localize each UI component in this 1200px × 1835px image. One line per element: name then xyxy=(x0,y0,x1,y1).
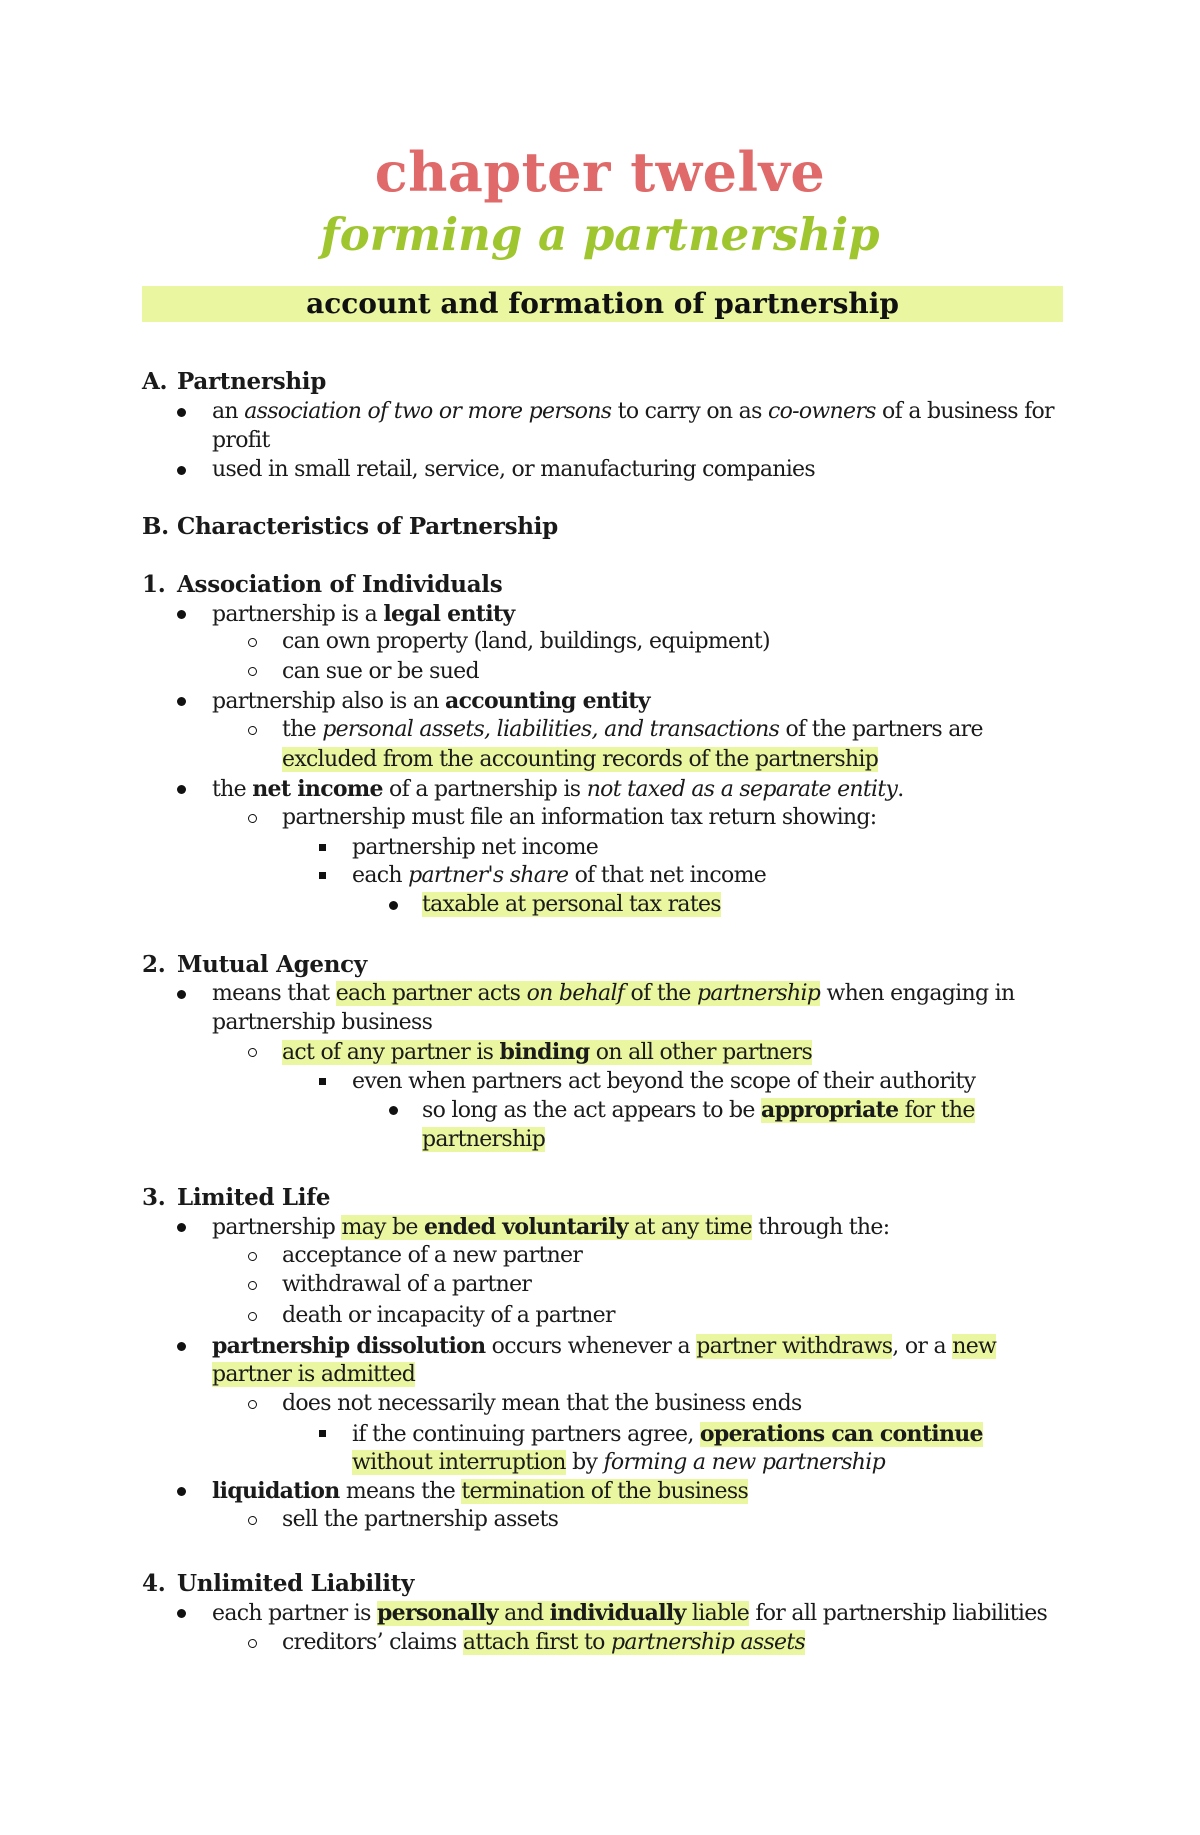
item-1-subsub-2: each partner's share of that net income xyxy=(352,863,767,888)
item-3-sub-4: does not necessarily mean that the business ends xyxy=(282,1391,802,1416)
circle-bullet-icon xyxy=(248,1639,257,1648)
section-b-heading: Characteristics of Partnership xyxy=(177,513,558,540)
bullet-icon xyxy=(177,990,186,999)
item-2-bullet-1-cont: partnership business xyxy=(212,1010,433,1035)
item-1-sub-3: the personal assets, liabilities, and transactions of the partners are xyxy=(282,717,983,742)
item-1-heading: Association of Individuals xyxy=(177,571,503,598)
item-3-subsub-1-cont: without interruption by forming a new partnership xyxy=(352,1450,885,1475)
circle-bullet-icon xyxy=(248,1048,257,1057)
item-1-marker: 1. xyxy=(142,571,166,598)
circle-bullet-icon xyxy=(248,1516,257,1525)
section-a-bullet-1-cont: profit xyxy=(212,428,270,453)
item-2-bullet-1: means that each partner acts on behalf of the partnership when engaging in xyxy=(212,981,1015,1006)
circle-bullet-icon xyxy=(248,1281,257,1290)
item-1-sub-2: can sue or be sued xyxy=(282,659,479,684)
item-3-subsub-1: if the continuing partners agree, operations can continue xyxy=(352,1421,983,1447)
item-2-subsub-1: even when partners act beyond the scope of their authority xyxy=(352,1069,976,1094)
bullet-icon xyxy=(177,610,186,619)
item-3-sub-5: sell the partnership assets xyxy=(282,1507,559,1532)
section-a-bullet-2: used in small retail, service, or manufacturing companies xyxy=(212,457,815,482)
circle-bullet-icon xyxy=(248,1312,257,1321)
item-1-sub-1: can own property (land, buildings, equipment) xyxy=(282,629,770,654)
section-a-bullet-1: an association of two or more persons to carry on as co-owners of a business for xyxy=(212,399,1054,424)
item-1-bullet-3: the net income of a partnership is not taxed as a separate entity. xyxy=(212,776,904,802)
item-4-bullet-1: each partner is personally and individually liable for all partnership liabilities xyxy=(212,1600,1048,1626)
item-1-bullet-1: partnership is a legal entity xyxy=(212,601,515,627)
section-b-marker: B. xyxy=(142,513,169,540)
item-2-heading: Mutual Agency xyxy=(177,951,367,978)
item-2-sub-1: act of any partner is binding on all other partners xyxy=(282,1039,813,1065)
square-bullet-icon xyxy=(319,872,326,879)
bullet-icon xyxy=(389,1106,398,1115)
item-1-level4: taxable at personal tax rates xyxy=(422,892,721,917)
item-3-bullet-3: liquidation means the termination of the business xyxy=(212,1478,749,1504)
item-4-sub-1: creditors’ claims attach first to partnership assets xyxy=(282,1630,806,1655)
item-3-sub-2: withdrawal of a partner xyxy=(282,1272,532,1297)
item-2-level4: so long as the act appears to be appropriate for the xyxy=(422,1097,975,1123)
item-1-bullet-2: partnership also is an accounting entity xyxy=(212,688,650,714)
chapter-title: chapter twelve xyxy=(374,140,826,204)
section-banner: account and formation of partnership xyxy=(142,286,1063,322)
bullet-icon xyxy=(177,1487,186,1496)
item-1-subsub-1: partnership net income xyxy=(352,835,599,860)
square-bullet-icon xyxy=(319,1078,326,1085)
bullet-icon xyxy=(177,1609,186,1618)
section-a-marker: A. xyxy=(142,368,168,395)
item-3-heading: Limited Life xyxy=(177,1184,331,1211)
square-bullet-icon xyxy=(319,844,326,851)
circle-bullet-icon xyxy=(248,814,257,823)
bullet-icon xyxy=(177,466,186,475)
bullet-icon xyxy=(177,408,186,417)
item-3-sub-3: death or incapacity of a partner xyxy=(282,1303,615,1328)
item-3-sub-1: acceptance of a new partner xyxy=(282,1243,583,1268)
item-4-marker: 4. xyxy=(142,1570,166,1597)
item-1-sub-3-cont: excluded from the accounting records of the partnership xyxy=(282,747,879,772)
circle-bullet-icon xyxy=(248,726,257,735)
item-2-marker: 2. xyxy=(142,951,166,978)
circle-bullet-icon xyxy=(248,1400,257,1409)
item-3-bullet-1: partnership may be ended voluntarily at any time through the: xyxy=(212,1214,890,1240)
section-a-heading: Partnership xyxy=(177,368,326,395)
item-2-level4-cont: partnership xyxy=(422,1127,546,1152)
chapter-subtitle: forming a partnership xyxy=(320,208,880,261)
item-1-sub-4: partnership must file an information tax return showing: xyxy=(282,805,877,830)
item-3-bullet-2-cont: partner is admitted xyxy=(212,1362,416,1387)
bullet-icon xyxy=(177,1342,186,1351)
bullet-icon xyxy=(389,901,398,910)
bullet-icon xyxy=(177,785,186,794)
item-3-marker: 3. xyxy=(142,1184,166,1211)
circle-bullet-icon xyxy=(248,638,257,647)
item-4-heading: Unlimited Liability xyxy=(177,1570,415,1597)
circle-bullet-icon xyxy=(248,667,257,676)
square-bullet-icon xyxy=(319,1430,326,1437)
bullet-icon xyxy=(177,1223,186,1232)
bullet-icon xyxy=(177,697,186,706)
circle-bullet-icon xyxy=(248,1252,257,1261)
item-3-bullet-2: partnership dissolution occurs whenever a partner withdraws, or a new xyxy=(212,1333,997,1359)
